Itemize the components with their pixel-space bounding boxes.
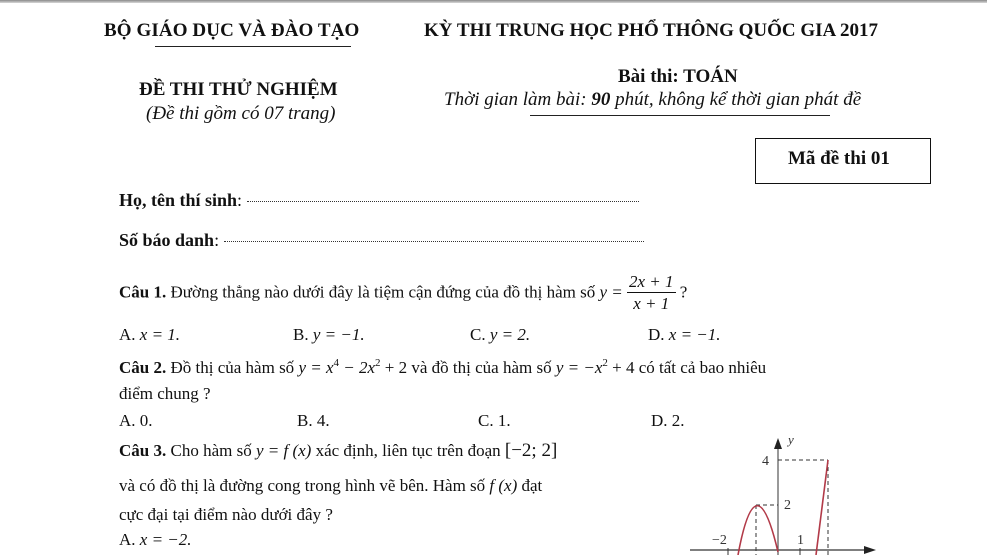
q1-option-d[interactable]: D. x = −1. [648,325,721,344]
question-2: Câu 2. Đồ thị của hàm số $y = x^4 - 2x^2 + 2$ và đồ thị của hàm số $y = -x^2 + 4$ có tất cả bao nhiêu [119,357,767,377]
x-axis-arrow-icon [864,546,876,554]
q1-formula-lhs: y = [599,282,623,302]
candidate-id-blank[interactable] [224,239,644,242]
q3-option-a[interactable]: A. x = −2. [119,530,192,549]
q2-formula-2: $y = -x^2 + 4$ [555,357,635,377]
q1-option-a[interactable]: A. x = 1. [119,325,181,344]
q1-fraction: $\frac{2x + 1}{x + 1}$ [629,272,674,313]
time-suffix: phút, không kể thời gian phát đề [610,89,862,110]
time-underline [530,115,830,116]
exam-code-box [755,138,931,184]
ministry-underline [155,46,351,47]
q2-option-d[interactable]: D. 2. [651,411,685,430]
q2-formula-1: $y = x^4 - 2x^2 + 2$ [298,357,408,377]
time-minutes: 90 [591,89,611,110]
svg-text:−2: −2 [712,533,727,548]
question-3-line-3: cực đại tại điểm nào dưới đây ? [119,505,333,524]
q1-option-b[interactable]: B. y = −1. [293,325,365,344]
svg-text:1: 1 [797,533,804,548]
subject-title: Bài thi: TOÁN [618,66,738,87]
svg-text:2: 2 [784,498,791,513]
q2-option-b[interactable]: B. 4. [297,411,330,430]
q2-option-a[interactable]: A. 0. [119,411,153,430]
candidate-id-label: Số báo danh [119,230,215,250]
graph-svg [690,428,890,555]
q3-function-graph [690,428,890,555]
question-2-label: Câu 2. [119,358,167,377]
question-3-line-2: và có đồ thị là đường cong trong hình vẽ bên. Hàm số f (x) đạt [119,476,543,495]
window-top-edge [0,0,987,3]
candidate-name-blank[interactable] [247,199,639,202]
time-prefix: Thời gian làm bài: [444,89,592,110]
y-axis-arrow-icon [774,438,782,449]
ministry-title: BỘ GIÁO DỤC VÀ ĐÀO TẠO [104,20,360,41]
q2-option-c[interactable]: C. 1. [478,411,511,430]
q1-option-c[interactable]: C. y = 2. [470,325,531,344]
exam-code: Mã đề thi 01 [788,148,890,169]
candidate-name-label: Họ, tên thí sinh [119,190,238,210]
question-2-line-2: điểm chung ? [119,384,211,403]
question-1-label: Câu 1. [119,282,167,302]
trial-exam-label: ĐỀ THI THỬ NGHIỆM [139,79,338,100]
svg-text:4: 4 [762,454,769,469]
pages-note: (Đề thi gồm có 07 trang) [146,103,336,124]
candidate-id-field[interactable]: Số báo danh: [119,230,644,251]
question-1: Câu 1. Đường thẳng nào dưới đây là tiệm cận đứng của đồ thị hàm số y = $\frac{2x + 1}{x + 1}$ ? [119,272,688,313]
svg-text:y: y [788,432,794,447]
time-allowed [444,89,861,111]
question-3-label: Câu 3. [119,441,167,460]
question-3: Câu 3. Cho hàm số y = f (x) xác định, liên tục trên đoạn [−2; 2] [119,440,558,461]
exam-title: KỲ THI TRUNG HỌC PHỔ THÔNG QUỐC GIA 2017 [424,20,878,41]
candidate-name-field[interactable]: Họ, tên thí sinh: [119,190,639,211]
